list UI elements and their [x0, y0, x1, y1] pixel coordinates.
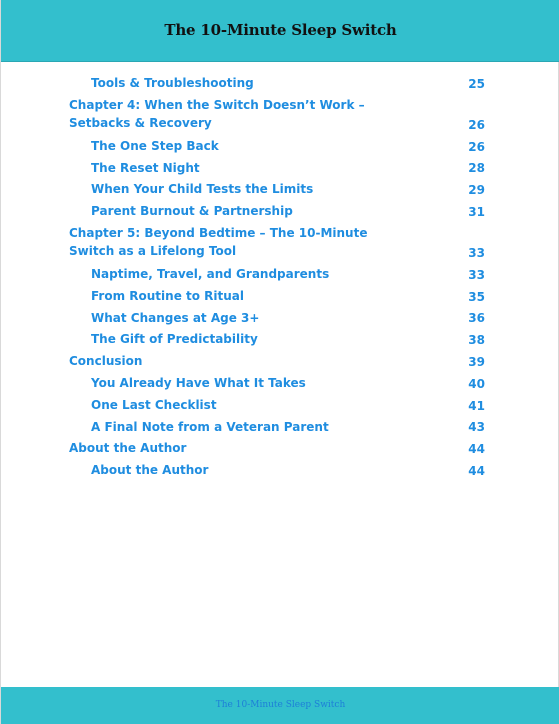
book-title: The 10-Minute Sleep Switch: [164, 21, 397, 39]
toc-entry[interactable]: [69, 328, 489, 350]
toc-entry-label: What Changes at Age 3+: [91, 310, 260, 325]
toc-entry-page: 26: [468, 139, 485, 154]
toc-entry-page: 44: [468, 463, 485, 478]
toc-entry[interactable]: [69, 416, 489, 438]
toc-entry-page: 40: [468, 376, 485, 391]
toc-entry-page: 41: [468, 398, 485, 413]
footer-band: [1, 687, 559, 724]
toc-entry[interactable]: [69, 263, 489, 285]
toc-entry[interactable]: [69, 135, 489, 157]
toc-chapter[interactable]: [69, 437, 489, 459]
toc-chapter-label: Conclusion: [69, 354, 143, 369]
toc-entry-label: From Routine to Ritual: [91, 288, 245, 303]
toc-entry-label: Parent Burnout & Partnership: [91, 204, 293, 219]
toc-entry-page: 36: [468, 311, 485, 326]
toc-entry-label: About the Author: [91, 463, 209, 478]
toc-entry-label: Naptime, Travel, and Grandparents: [91, 266, 330, 281]
toc-entry-page: 25: [468, 76, 485, 91]
toc-entry-label: You Already Have What It Takes: [91, 375, 306, 390]
toc-entry-page: 29: [468, 183, 485, 198]
toc-entry-label: The One Step Back: [91, 138, 219, 153]
toc-entry-page: 43: [468, 420, 485, 435]
toc-entry-label: A Final Note from a Veteran Parent: [91, 419, 329, 434]
toc-entry[interactable]: [69, 459, 489, 481]
toc-entry-label: One Last Checklist: [91, 397, 217, 412]
toc-entry[interactable]: [69, 394, 489, 416]
toc-entry-label: The Reset Night: [91, 160, 200, 175]
toc-entry[interactable]: [69, 372, 489, 394]
toc-chapter[interactable]: [69, 94, 489, 135]
toc-chapter-label: Chapter 4: When the Switch Doesn’t Work – Setbacks & Recovery: [69, 97, 365, 130]
toc-entry[interactable]: [69, 178, 489, 200]
toc-chapter[interactable]: [69, 222, 489, 263]
toc-entry[interactable]: [69, 307, 489, 329]
toc-entry-label: The Gift of Predictability: [91, 332, 258, 347]
toc-chapter-page: 44: [468, 442, 485, 457]
toc-chapter-label: Chapter 5: Beyond Bedtime – The 10-Minute Switch as a Lifelong Tool: [69, 225, 368, 258]
toc-chapter-page: 39: [468, 354, 485, 369]
toc-entry-label: When Your Child Tests the Limits: [91, 182, 314, 197]
toc-entry-page: 38: [468, 333, 485, 348]
toc-entry-page: 28: [468, 161, 485, 176]
toc-chapter-page: 33: [468, 245, 485, 260]
toc-entry[interactable]: [69, 200, 489, 222]
table-of-contents: [69, 72, 489, 481]
toc-entry-page: 35: [468, 289, 485, 304]
toc-entry-label: Tools & Troubleshooting: [91, 76, 254, 90]
toc-entry[interactable]: [69, 285, 489, 307]
toc-entry[interactable]: [69, 72, 489, 94]
toc-entry[interactable]: [69, 157, 489, 179]
toc-chapter-label: About the Author: [69, 441, 187, 456]
toc-chapter[interactable]: [69, 350, 489, 372]
header-band: [1, 0, 559, 62]
toc-entry-page: 33: [468, 267, 485, 282]
footer-title: The 10-Minute Sleep Switch: [215, 700, 346, 710]
toc-chapter-page: 26: [468, 117, 485, 132]
toc-entry-page: 31: [468, 204, 485, 219]
